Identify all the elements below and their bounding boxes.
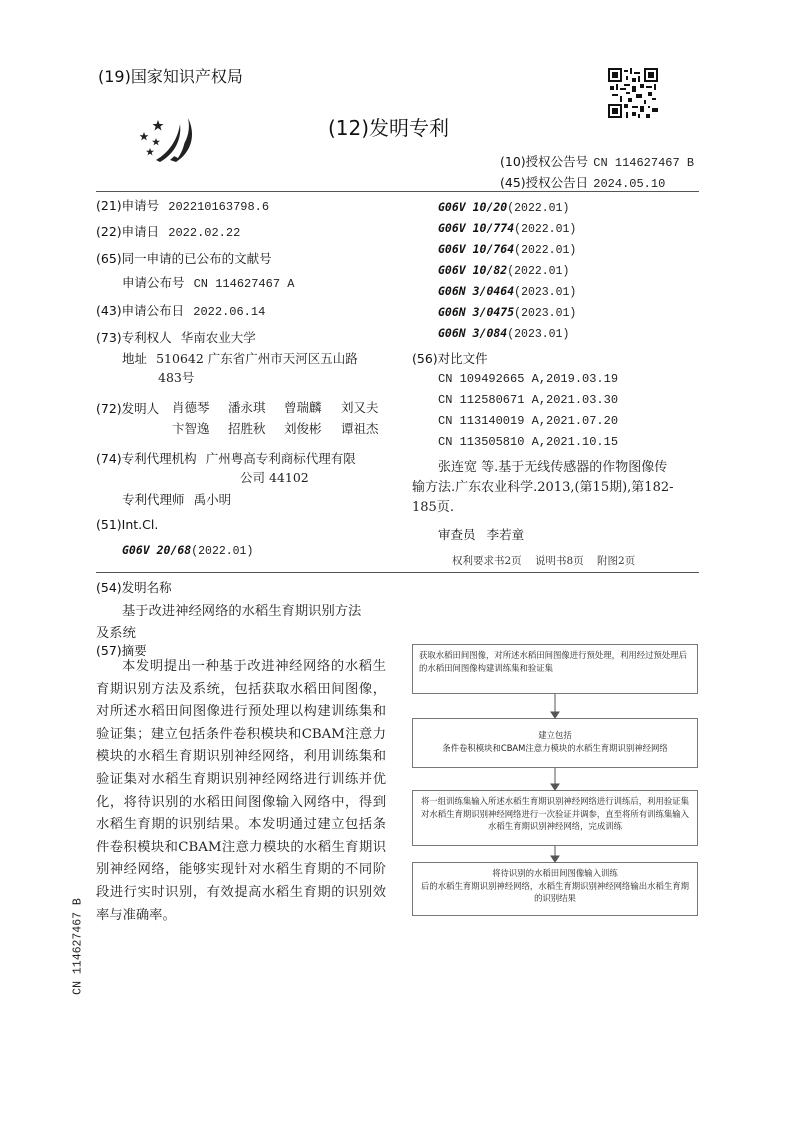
ipc-class: G06N 3/084(2023.01)	[438, 326, 570, 341]
document-type-title: (12)发明专利	[328, 116, 450, 140]
inventor-name: 招胜秋	[228, 421, 266, 436]
citation-item: CN 113505810 A,2021.10.15	[438, 435, 619, 449]
npl-citation-line: 输方法.广东农业科学.2013,(第15期),第182-	[412, 480, 674, 495]
flow-arrows	[412, 640, 698, 922]
address-line-2: 483号	[158, 370, 195, 385]
application-number: (21)申请号 202210163798.6	[96, 198, 270, 214]
citations-label: (56)对比文件	[412, 351, 488, 366]
ipc-class: G06V 10/774(2022.01)	[438, 221, 577, 236]
inventor-name: 卞智逸	[172, 421, 210, 436]
inventor-name: 谭祖杰	[341, 421, 379, 436]
inventor-name: 潘永琪	[228, 400, 266, 415]
qr-code	[608, 68, 658, 118]
flow-step-3: 将一组训练集输入所述水稻生育期识别神经网络进行训练后，利用验证集对水稻生育期识别神经网络进行一次验证并调参，直至将所有训练集输入水稻生育期识别神经网络，完成训练	[412, 790, 698, 846]
ipc-class: G06N 3/0464(2023.01)	[438, 284, 577, 299]
header-rule	[96, 191, 699, 192]
patent-agency: (74)专利代理机构 广州粤高专利商标代理有限	[96, 451, 356, 466]
application-publication-number: 申请公布号 CN 114627467 A	[122, 275, 295, 291]
flow-step-2: 建立包括 条件卷积模块和CBAM注意力模块的水稻生育期识别神经网络	[412, 718, 698, 768]
examiner: 审查员 李若童	[438, 527, 525, 542]
intcl-first-class: G06V 20/68(2022.01)	[122, 543, 254, 558]
inventor-name: 刘俊彬	[284, 421, 322, 436]
page-count-summary: 权利要求书2页 说明书8页 附图2页	[452, 555, 636, 567]
filing-date: (22)申请日 2022.02.22	[96, 224, 241, 240]
ipc-class: G06V 10/20(2022.01)	[438, 200, 570, 215]
grant-publication-number: (10)授权公告号 CN 114627467 B	[500, 154, 695, 170]
patentee: (73)专利权人 华南农业大学	[96, 330, 256, 345]
side-publication-number: CN 114627467 B	[71, 898, 85, 995]
ipc-class: G06V 10/764(2022.01)	[438, 242, 577, 257]
invention-title-line-2: 及系统	[96, 626, 136, 641]
patent-agent: 专利代理师 禹小明	[122, 492, 232, 507]
npl-citation-line: 185页.	[412, 500, 454, 515]
abstract-figure-flowchart	[412, 640, 698, 922]
abstract-text: 本发明提出一种基于改进神经网络的水稻生育期识别方法及系统，包括获取水稻田间图像，对所述水稻田间图像进行预处理以构建训练集和验证集；建立包括条件卷积模块和CBAM注意力模块的水稻生育期识别神经网络，利用训练集和验证集对水稻生育期识别神经网络进行训练并优化，将待识别的水稻田间图像输入网络中，得到水稻生育期的识别结果。本发明通过建立包括条件卷积模块和CBAM注意力模块的水稻生育期识别神经网络，能够实现针对水稻生育期的不同阶段进行实时识别，有效提高水稻生育期的识别效率与准确率。	[96, 659, 386, 923]
grant-publication-date: (45)授权公告日 2024.05.10	[500, 175, 666, 191]
flow-step-1: 获取水稻田间图像，对所述水稻田间图像进行预处理，利用经过预处理后的水稻田间图像构建训练集和验证集	[412, 644, 698, 694]
intcl-label: (51)Int.Cl.	[96, 517, 159, 532]
npl-citation-line: 张连宽 等.基于无线传感器的作物图像传	[438, 460, 668, 475]
patent-agency-line-2: 公司 44102	[240, 470, 309, 485]
citation-item: CN 109492665 A,2019.03.19	[438, 372, 619, 386]
abstract-label: (57)摘要	[96, 643, 147, 658]
inventors: (72)发明人	[96, 401, 160, 416]
issuing-office: (19)国家知识产权局	[98, 67, 243, 86]
biblio-bottom-rule	[96, 572, 699, 573]
citation-item: CN 113140019 A,2021.07.20	[438, 414, 619, 428]
prior-publication-label: (65)同一申请的已公布的文献号	[96, 251, 272, 266]
cnipa-emblem-logo	[130, 108, 206, 164]
address: 地址 510642 广东省广州市天河区五山路	[122, 351, 358, 366]
ipc-class: G06V 10/82(2022.01)	[438, 263, 570, 278]
inventor-name: 曾瑞麟	[284, 400, 322, 415]
inventor-name: 刘又夫	[341, 400, 379, 415]
abstract-body	[96, 656, 386, 927]
ipc-class: G06N 3/0475(2023.01)	[438, 305, 577, 320]
invention-title-label: (54)发明名称	[96, 580, 172, 595]
flow-step-4: 将待识别的水稻田间图像输入训练 后的水稻生育期识别神经网络，水稻生育期识别神经网络输出水稻生育期的识别结果	[412, 862, 698, 916]
application-publication-date: (43)申请公布日 2022.06.14	[96, 303, 266, 319]
inventor-name: 肖德琴	[172, 400, 210, 415]
citation-item: CN 112580671 A,2021.03.30	[438, 393, 619, 407]
invention-title: 基于改进神经网络的水稻生育期识别方法	[122, 604, 362, 619]
